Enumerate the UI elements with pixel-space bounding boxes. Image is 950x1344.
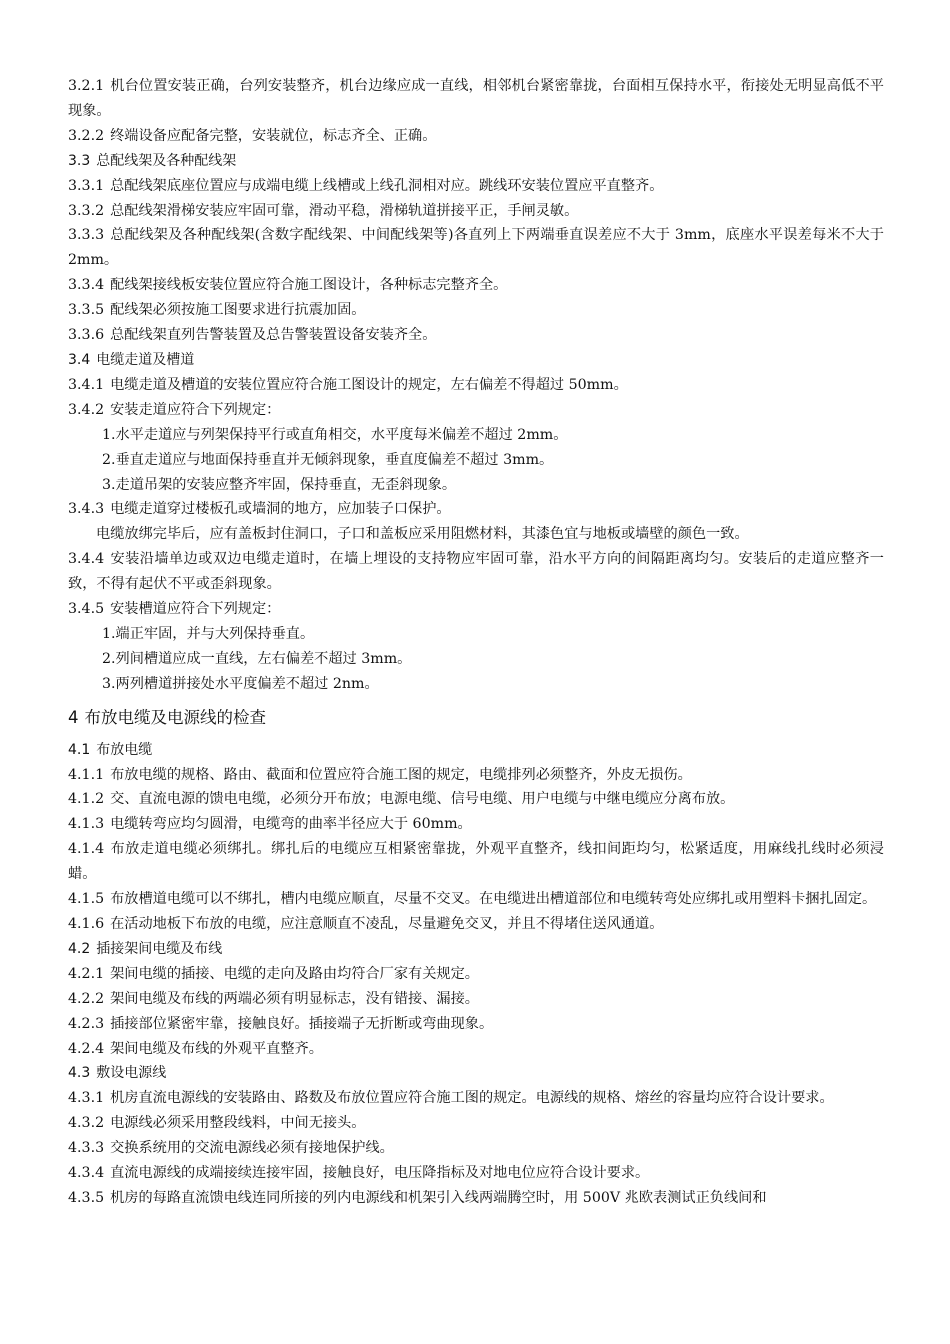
section-heading-4-2: 4.2 插接架间电缆及布线 (68, 940, 223, 957)
paragraph-3-2-1: 3.2.1 机台位置安装正确，台列安装整齐，机台边缘应成一直线，相邻机台紧密靠拢，台面相互保持水平，衔接处无明显高低不平现象。 (68, 78, 884, 119)
paragraph-3-3-2: 3.3.2 总配线架滑梯安装应牢固可靠，滑动平稳，滑梯轨道拼接平正，手闸灵敏。 (68, 202, 579, 219)
list-item: 2.列间槽道应成一直线，左右偏差不超过 3mm。 (102, 650, 412, 667)
paragraph-4-2-3: 4.2.3 插接部位紧密牢靠，接触良好。插接端子无折断或弯曲现象。 (68, 1015, 494, 1032)
paragraph-3-3-4: 3.3.4 配线架接线板安装位置应符合施工图设计，各种标志完整齐全。 (68, 277, 508, 294)
list-item: 1.水平走道应与列架保持平行或直角相交，水平度每米偏差不超过 2mm。 (102, 426, 568, 443)
paragraph-4-3-5: 4.3.5 机房的每路直流馈电线连同所接的列内电源线和机架引入线两端腾空时，用 500V 兆欧表测试正负线间和 (68, 1189, 767, 1206)
paragraph-4-3-3: 4.3.3 交换系统用的交流电源线必须有接地保护线。 (68, 1140, 394, 1157)
paragraph-4-2-1: 4.2.1 架间电缆的插接、电缆的走向及路由均符合厂家有关规定。 (68, 965, 479, 982)
paragraph-3-3-5: 3.3.5 配线架必须按施工图要求进行抗震加固。 (68, 302, 366, 319)
paragraph-4-1-5: 4.1.5 布放槽道电缆可以不绑扎，槽内电缆应顺直，尽量不交叉。在电缆进出槽道部位和电缆转弯处应绑扎或用塑料卡捆扎固定。 (68, 891, 877, 908)
paragraph-3-4-3: 3.4.3 电缆走道穿过楼板孔或墙洞的地方，应加装子口保护。 (68, 501, 451, 518)
list-item: 1.端正牢固，并与大列保持垂直。 (102, 625, 315, 642)
paragraph-4-3-1: 4.3.1 机房直流电源线的安装路由、路数及布放位置应符合施工图的规定。电源线的规格、熔丝的容量均应符合设计要求。 (68, 1090, 834, 1107)
section-heading-3-4: 3.4 电缆走道及槽道 (68, 351, 195, 368)
paragraph-4-3-2: 4.3.2 电源线必须采用整段线料，中间无接头。 (68, 1115, 366, 1132)
paragraph-3-3-6: 3.3.6 总配线架直列告警装置及总告警装置设备安装齐全。 (68, 327, 437, 344)
paragraph-4-1-2: 4.1.2 交、直流电源的馈电电缆，必须分开布放；电源电缆、信号电缆、用户电缆与中继电缆应分离布放。 (68, 791, 735, 808)
section-heading-4-3: 4.3 敷设电源线 (68, 1065, 167, 1082)
section-heading-4-1: 4.1 布放电缆 (68, 741, 153, 758)
paragraph-4-1-1: 4.1.1 布放电缆的规格、路由、截面和位置应符合施工图的规定，电缆排列必须整齐，外皮无损伤。 (68, 766, 692, 783)
paragraph-3-3-3: 3.3.3 总配线架及各种配线架(含数字配线架、中间配线架等)各直列上下两端垂直误差应不大于 3mm，底座水平误差每米不大于 2mm。 (68, 227, 884, 269)
paragraph-3-4-1: 3.4.1 电缆走道及槽道的安装位置应符合施工图设计的规定，左右偏差不得超过 50mm。 (68, 376, 628, 393)
section-heading-3-3: 3.3 总配线架及各种配线架 (68, 152, 237, 169)
paragraph-4-3-4: 4.3.4 直流电源线的成端接续连接牢固，接触良好，电压降指标及对地电位应符合设计要求。 (68, 1165, 650, 1182)
paragraph-3-4-5: 3.4.5 安装槽道应符合下列规定： (68, 601, 281, 618)
paragraph-4-2-4: 4.2.4 架间电缆及布线的外观平直整齐。 (68, 1040, 323, 1057)
paragraph-3-4-4: 3.4.4 安装沿墙单边或双边电缆走道时，在墙上埋设的支持物应牢固可靠，沿水平方向的间隔距离均匀。安装后的走道应整齐一致，不得有起伏不平或歪斜现象。 (68, 551, 884, 593)
chapter-heading-4: 4 布放电缆及电源线的检查 (68, 707, 266, 727)
paragraph-4-1-6: 4.1.6 在活动地板下布放的电缆，应注意顺直不凌乱，尽量避免交叉，并且不得堵住送风通道。 (68, 916, 664, 932)
list-item: 3.两列槽道拼接处水平度偏差不超过 2nm。 (102, 675, 379, 692)
paragraph-4-2-2: 4.2.2 架间电缆及布线的两端必须有明显标志，没有错接、漏接。 (68, 990, 479, 1007)
paragraph-4-1-4: 4.1.4 布放走道电缆必须绑扎。绑扎后的电缆应互相紧密靠拢，外观平直整齐，线扣间距均匀，松紧适度，用麻线扎线时必须浸蜡。 (68, 841, 884, 883)
paragraph-continuation: 电缆放绑完毕后，应有盖板封住洞口，子口和盖板应采用阻燃材料，其漆色宜与地板或墙壁的颜色一致。 (96, 526, 749, 543)
paragraph-3-2-2: 3.2.2 终端设备应配备完整，安装就位，标志齐全、正确。 (68, 127, 437, 144)
paragraph-4-1-3: 4.1.3 电缆转弯应均匀圆滑，电缆弯的曲率半径应大于 60mm。 (68, 816, 472, 833)
list-item: 2.垂直走道应与地面保持垂直并无倾斜现象，垂直度偏差不超过 3mm。 (102, 451, 554, 468)
paragraph-3-4-2: 3.4.2 安装走道应符合下列规定： (68, 401, 281, 418)
list-item: 3.走道吊架的安装应整齐牢固，保持垂直，无歪斜现象。 (102, 476, 457, 493)
paragraph-3-3-1: 3.3.1 总配线架底座位置应与成端电缆上线槽或上线孔洞相对应。跳线环安装位置应平直整齐。 (68, 177, 664, 194)
